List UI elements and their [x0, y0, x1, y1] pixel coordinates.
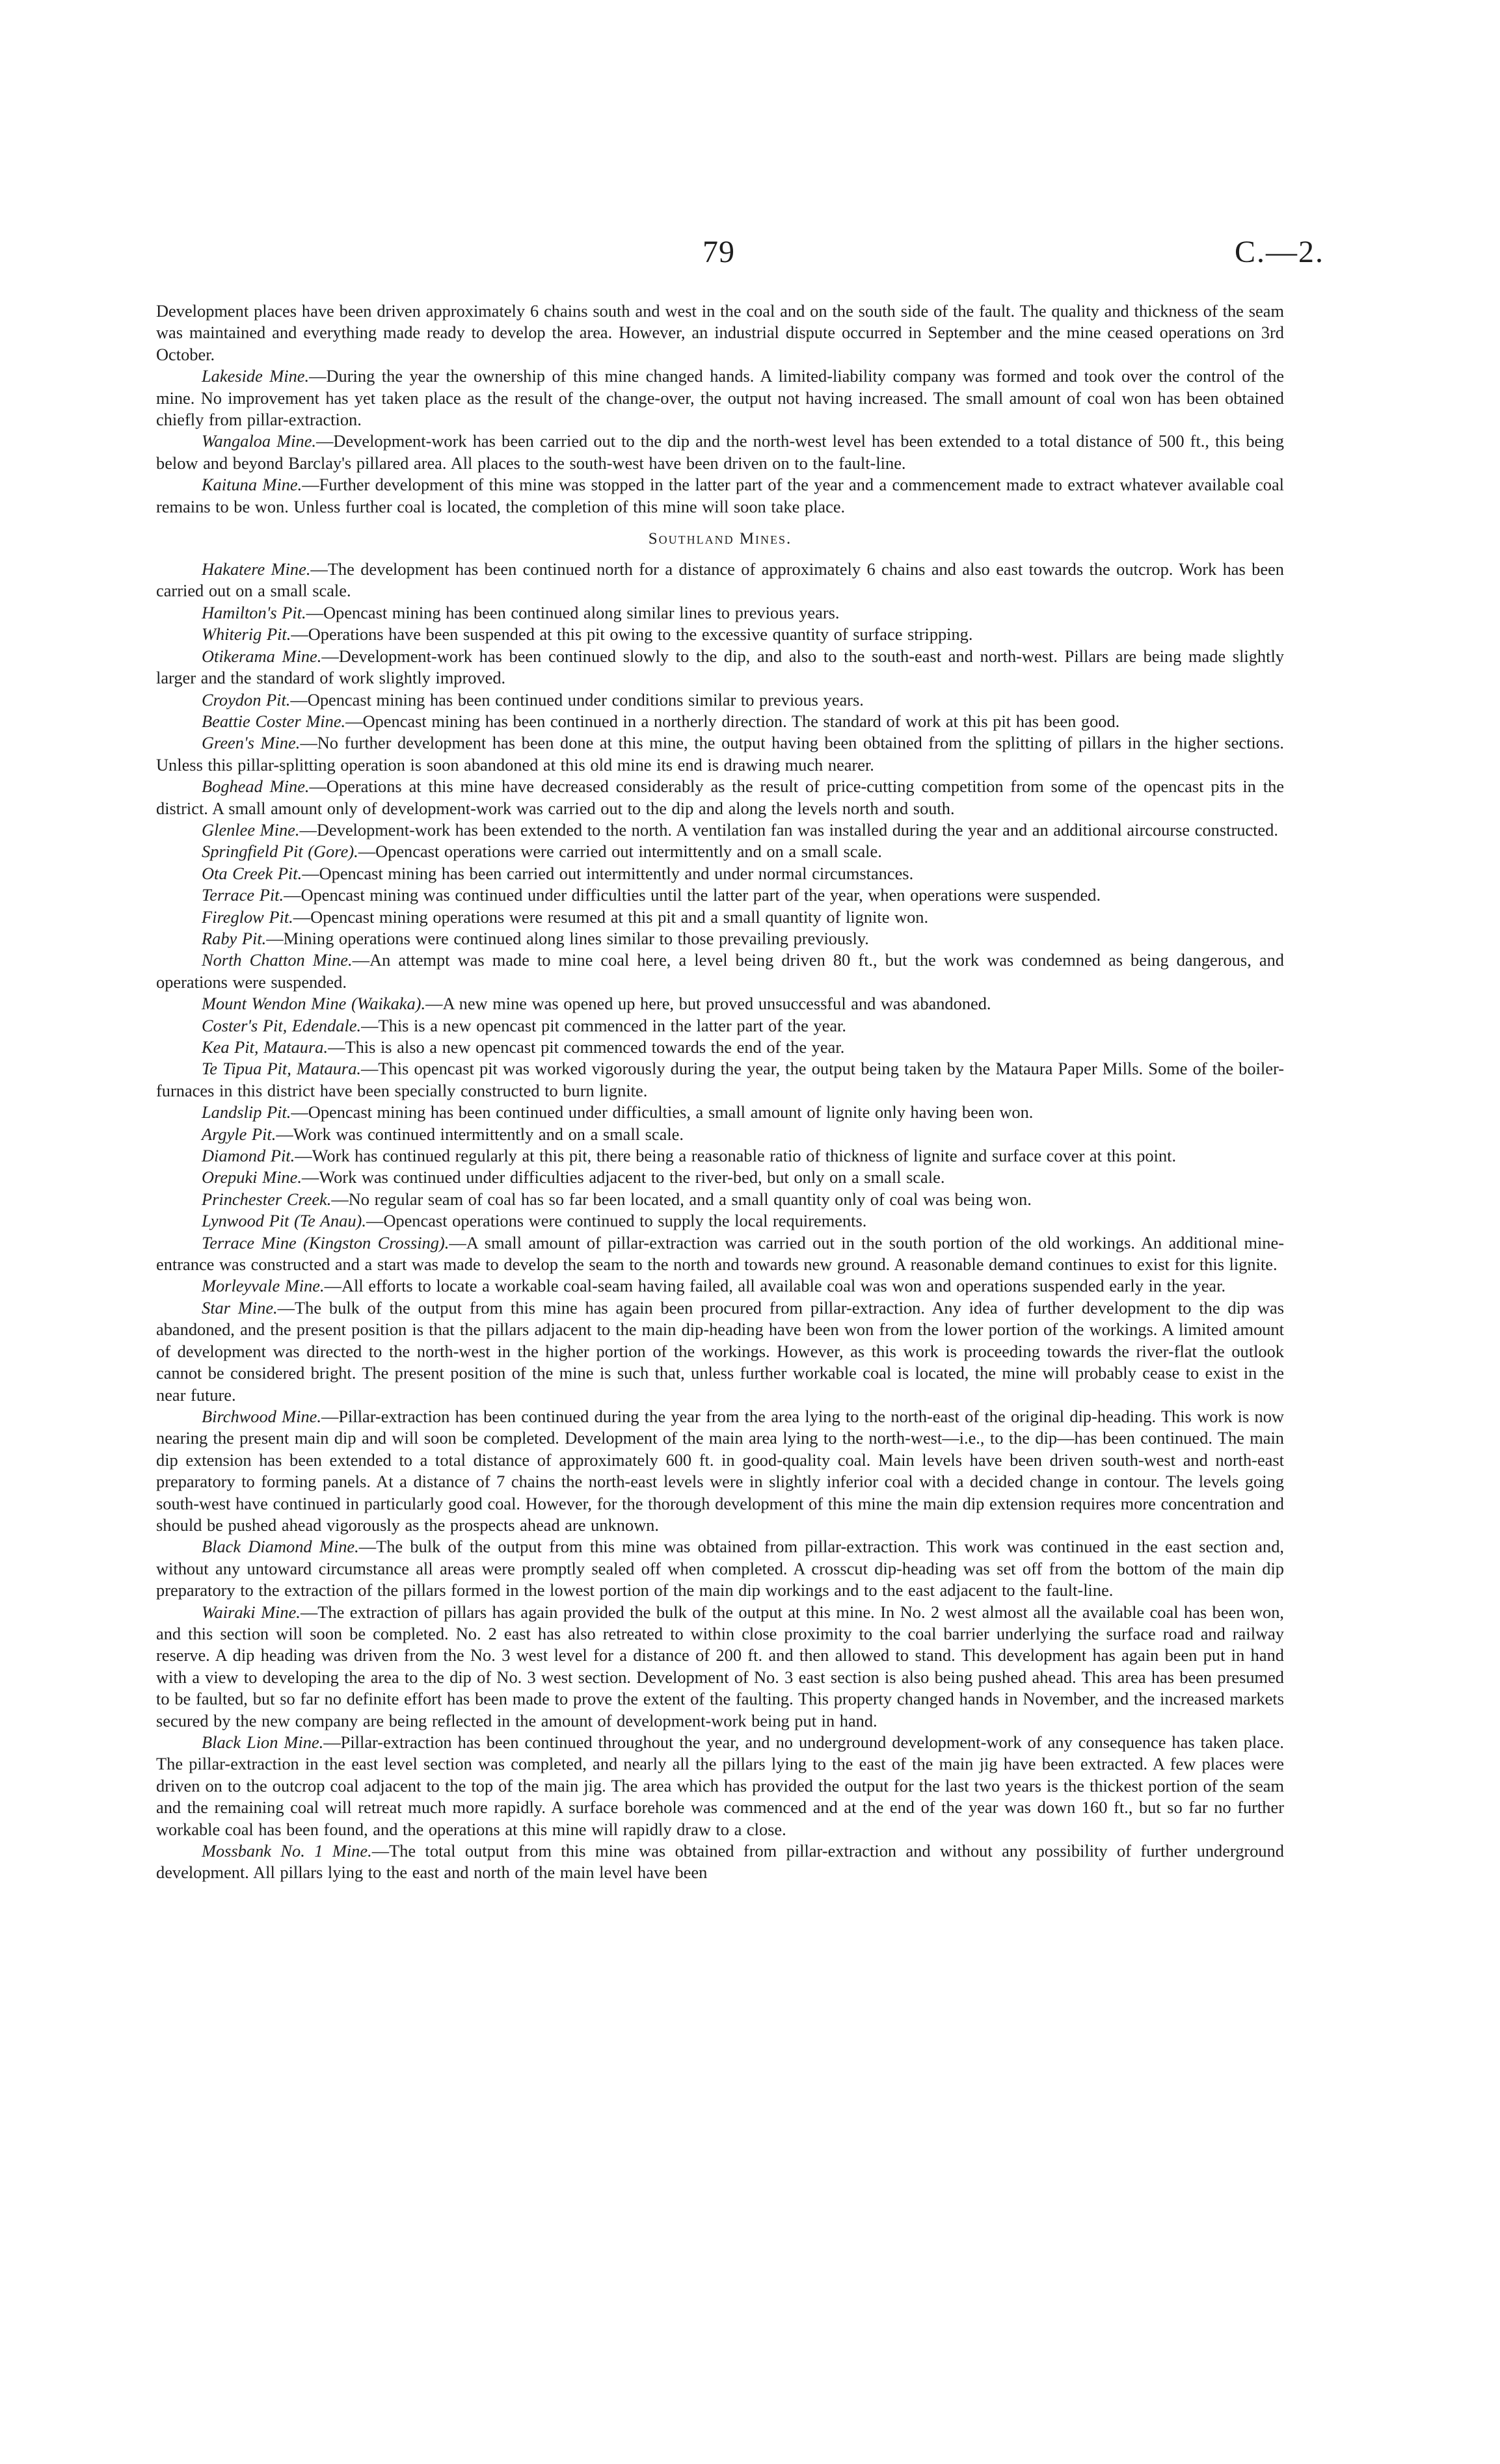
- mine-report-text: —Opencast mining has been continued under difficulties, a small amount of lignite only having been won.: [291, 1102, 1034, 1122]
- mine-paragraph-kea-pit-mataura: [156, 1037, 1284, 1058]
- mine-report-text: —Further development of this mine was stopped in the latter part of the year and a commencement made to extract whatever available coal remains to be won. Unless further coal is located, the completion of this mine will soon take place.: [156, 475, 1284, 516]
- mine-report-text: —Opencast mining operations were resumed at this pit and a small quantity of lignite won.: [293, 907, 929, 927]
- series-code: C.—2.: [1234, 235, 1324, 269]
- mine-name: Hakatere Mine.: [202, 559, 311, 579]
- mine-name: Landslip Pit.: [202, 1102, 291, 1122]
- mine-name: Green's Mine.: [202, 733, 301, 753]
- mine-paragraph-whiterig-pit: [156, 624, 1284, 645]
- mine-paragraph-mossbank-no-1-mine: [156, 1840, 1284, 1884]
- mine-name: Princhester Creek.: [202, 1189, 332, 1209]
- mine-paragraph-croydon-pit: [156, 689, 1284, 711]
- mine-paragraph-hakatere-mine: [156, 559, 1284, 602]
- mine-name: Wangaloa Mine.: [202, 431, 317, 451]
- mine-paragraph-lynwood-pit-te-anau: [156, 1210, 1284, 1232]
- mine-name: Wairaki Mine.: [202, 1602, 301, 1622]
- mine-name: Argyle Pit.: [202, 1124, 276, 1144]
- page-header: [0, 234, 1500, 273]
- mine-paragraph-wairaki-mine: [156, 1602, 1284, 1732]
- mine-report-text: —No regular seam of coal has so far been located, and a small quantity only of coal was being won.: [331, 1189, 1032, 1209]
- mine-paragraph-te-tipua-pit-mataura: [156, 1058, 1284, 1102]
- mine-name: Lakeside Mine.: [202, 366, 310, 386]
- mine-name: Whiterig Pit.: [202, 624, 291, 644]
- mine-report-text: —The bulk of the output from this mine was obtained from pillar-extraction. This work was continued in the east section and, without any untoward circumstance all areas were promptly sealed off when completed. A crosscut dip-heading was set off from the bottom of the main dip preparatory to the extraction of the pillars formed in the lowest portion of the main dip workings and to the east adjacent to the fault-line.: [156, 1537, 1284, 1600]
- mine-name: Black Lion Mine.: [202, 1732, 324, 1752]
- mine-report-text: —Development-work has been extended to the north. A ventilation fan was installed during the year and an additional aircourse constructed.: [299, 819, 1278, 840]
- mine-report-text: —Mining operations were continued along lines similar to those prevailing previously.: [266, 928, 869, 948]
- mine-report-text: —Operations have been suspended at this pit owing to the excessive quantity of surface stripping.: [291, 624, 973, 644]
- mine-report-text: —During the year the ownership of this mine changed hands. A limited-liability company was formed and took over the control of the mine. No improvement has yet taken place as the result of the change-over, the output not having increased. The small amount of coal won has been obtained chiefly from pillar-extraction.: [156, 366, 1284, 430]
- mine-report-text: —Opencast operations were continued to supply the local requirements.: [366, 1211, 867, 1231]
- mine-report-text: —Work was continued intermittently and on a small scale.: [276, 1124, 684, 1144]
- mine-name: Fireglow Pit.: [202, 907, 293, 927]
- mine-name: Terrace Pit.: [202, 885, 284, 905]
- mine-name: North Chatton Mine.: [202, 950, 353, 970]
- mine-report-text: —The total output from this mine was obtained from pillar-extraction and without any possibility of further underground development. All pillars lying to the east and north of the main level have been: [156, 1841, 1284, 1883]
- mine-name: Kea Pit, Mataura.: [202, 1037, 328, 1057]
- mine-name: Beattie Coster Mine.: [202, 711, 346, 731]
- mine-name: Springfield Pit (Gore).: [202, 841, 358, 862]
- mine-report-text: —This is also a new opencast pit commenced towards the end of the year.: [328, 1037, 845, 1057]
- mine-paragraph-beattie-coster-mine: [156, 711, 1284, 732]
- mine-report-text: —A new mine was opened up here, but proved unsuccessful and was abandoned.: [425, 994, 991, 1014]
- otago-mine-paragraphs: [156, 365, 1284, 518]
- mine-paragraph-black-lion-mine: [156, 1732, 1284, 1840]
- mine-report-text: —This is a new opencast pit commenced in the latter part of the year.: [361, 1015, 846, 1035]
- mine-report-text: —Pillar-extraction has been continued throughout the year, and no underground development-work of any consequence has taken place. The pillar-extraction in the east level section was completed, and nearly all the pillars lying to the east of the main jig have been extracted. A few places were driven on to the outcrop coal adjacent to the top of the main jig. The area which has provided the output for the last two years is the thickest portion of the seam and the remaining coal will retreat much more rapidly. A surface borehole was commenced and at the end of the year was down 160 ft., but so far no further workable coal has been found, and the operations at this mine will rapidly draw to a close.: [156, 1732, 1284, 1839]
- mine-report-text: —Development-work has been continued slowly to the dip, and also to the south-east and north-west. Pillars are being made slightly larger and the standard of work slightly improved.: [156, 646, 1284, 688]
- mine-paragraph-wangaloa-mine: [156, 431, 1284, 474]
- mine-paragraph-green-s-mine: [156, 732, 1284, 776]
- southland-mine-paragraphs: [156, 559, 1284, 1884]
- mine-paragraph-argyle-pit: [156, 1124, 1284, 1145]
- mine-report-text: —Opencast mining has been continued in a northerly direction. The standard of work at this pit has been good.: [345, 711, 1120, 731]
- mine-report-text: —This opencast pit was worked vigorously during the year, the output being taken by the Mataura Paper Mills. Some of the boiler-furnaces in this district have been specially constructed to burn lignite.: [156, 1059, 1284, 1100]
- intro-paragraph: Development places have been driven approximately 6 chains south and west in the coal and on the south side of the fault. The quality and thickness of the seam was maintained and everything made ready to develop the area. However, an industrial dispute occurred in September and the mine ceased operations on 3rd October.: [156, 301, 1284, 364]
- mine-paragraph-otikerama-mine: [156, 646, 1284, 689]
- mine-paragraph-coster-s-pit-edendale: [156, 1015, 1284, 1037]
- mine-paragraph-glenlee-mine: [156, 819, 1284, 841]
- mine-paragraph-star-mine: [156, 1297, 1284, 1406]
- mine-name: Morleyvale Mine.: [202, 1276, 325, 1296]
- mine-report-text: —An attempt was made to mine coal here, a level being driven 80 ft., but the work was condemned as being dangerous, and operations were suspended.: [156, 950, 1284, 992]
- mine-report-text: —The bulk of the output from this mine has again been procured from pillar-extraction. Any idea of further development to the dip was abandoned, and the present position is that the pillars adjacent to the main dip-heading have been won from the lower portion of the workings. A limited amount of development was directed to the north-west in the higher portion of the workings. However, as this work is proceeding towards the river-flat the outlook cannot be considered bright. The present position of the mine is such that, unless further workable coal is located, the mine will probably cease to exist in the near future.: [156, 1297, 1284, 1405]
- mine-name: Orepuki Mine.: [202, 1167, 302, 1187]
- mine-name: Hamilton's Pit.: [202, 602, 306, 622]
- mine-paragraph-hamilton-s-pit: [156, 602, 1284, 624]
- mine-name: Te Tipua Pit, Mataura.: [202, 1059, 361, 1079]
- mine-name: Diamond Pit.: [202, 1146, 295, 1166]
- mine-name: Star Mine.: [202, 1297, 278, 1318]
- document-body: [156, 300, 1284, 1884]
- mine-paragraph-terrace-pit: [156, 884, 1284, 906]
- mine-report-text: —Work was continued under difficulties adjacent to the river-bed, but only on a small scale.: [301, 1167, 945, 1187]
- mine-report-text: —Opencast mining has been continued along similar lines to previous years.: [306, 602, 840, 622]
- mine-report-text: —No further development has been done at this mine, the output having been obtained from the splitting of pillars in the higher sections. Unless this pillar-splitting operation is soon abandoned at this old mine its end is drawing much nearer.: [156, 733, 1284, 775]
- mine-paragraph-princhester-creek: [156, 1189, 1284, 1210]
- mine-paragraph-springfield-pit-gore: [156, 841, 1284, 862]
- mine-name: Kaituna Mine.: [202, 475, 302, 495]
- mine-report-text: —Opencast mining has been carried out intermittently and under normal circumstances.: [302, 863, 914, 883]
- mine-report-text: —Opencast mining was continued under difficulties until the latter part of the year, when operations were suspended.: [284, 885, 1101, 905]
- mine-paragraph-raby-pit: [156, 928, 1284, 949]
- mine-name: Croydon Pit.: [202, 689, 291, 709]
- mine-name: Ota Creek Pit.: [202, 863, 302, 883]
- mine-report-text: —Development-work has been carried out to the dip and the north-west level has been extended to a total distance of 500 ft., this being below and beyond Barclay's pillared area. All places to the south-west have been driven on to the fault-line.: [156, 431, 1284, 473]
- mine-name: Mount Wendon Mine (Waikaka).: [202, 994, 426, 1014]
- mine-paragraph-black-diamond-mine: [156, 1536, 1284, 1601]
- mine-name: Glenlee Mine.: [202, 819, 300, 840]
- mine-name: Boghead Mine.: [202, 776, 310, 797]
- mine-paragraph-kaituna-mine: [156, 474, 1284, 518]
- mine-paragraph-lakeside-mine: [156, 365, 1284, 431]
- mine-report-text: —All efforts to locate a workable coal-seam having failed, all available coal was won and operations suspended early in the year.: [324, 1276, 1226, 1296]
- section-heading: Southland Mines.: [648, 530, 792, 548]
- mine-paragraph-diamond-pit: [156, 1145, 1284, 1167]
- mine-report-text: —Opencast operations were carried out intermittently and on a small scale.: [358, 841, 882, 862]
- mine-paragraph-morleyvale-mine: [156, 1275, 1284, 1297]
- mine-name: Lynwood Pit (Te Anau).: [202, 1211, 366, 1231]
- mine-paragraph-orepuki-mine: [156, 1167, 1284, 1188]
- mine-paragraph-fireglow-pit: [156, 907, 1284, 928]
- mine-paragraph-landslip-pit: [156, 1102, 1284, 1123]
- mine-paragraph-ota-creek-pit: [156, 863, 1284, 884]
- mine-report-text: —Opencast mining has been continued under conditions similar to previous years.: [290, 689, 864, 709]
- page-number: 79: [703, 235, 735, 269]
- mine-name: Terrace Mine (Kingston Crossing).: [202, 1232, 449, 1252]
- mine-paragraph-mount-wendon-mine-waikaka: [156, 993, 1284, 1014]
- mine-name: Black Diamond Mine.: [202, 1537, 359, 1557]
- mine-name: Mossbank No. 1 Mine.: [202, 1841, 372, 1861]
- mine-name: Otikerama Mine.: [202, 646, 322, 666]
- mine-paragraph-terrace-mine-kingston-crossing: [156, 1232, 1284, 1276]
- mine-report-text: —Pillar-extraction has been continued during the year from the area lying to the north-east of the original dip-heading. This work is now nearing the present main dip and will soon be completed. Development of the main area lying to the north-west—i.e., to the dip—has been continued. The main dip extension has been extended to a total distance of approximately 600 ft. in good-quality coal. Main levels have been driven south-west and north-east preparatory to forming panels. At a distance of 7 chains the north-east levels were in slightly inferior coal with a decided change in contour. The levels going south-west have continued in particularly good coal. However, for the thorough development of this mine the main dip extension requires more concentration and should be pushed ahead vigorously as the prospects ahead are unknown.: [156, 1406, 1284, 1535]
- mine-report-text: —Operations at this mine have decreased considerably as the result of price-cutting competition from some of the opencast pits in the district. A small amount only of development-work was carried out to the dip and along the levels north and south.: [156, 776, 1284, 818]
- mine-report-text: —Work has continued regularly at this pit, there being a reasonable ratio of thickness of lignite and surface cover at this point.: [295, 1146, 1177, 1166]
- mine-report-text: —A small amount of pillar-extraction was carried out in the south portion of the old workings. An additional mine-entrance was constructed and a start was made to develop the seam to the north and towards new ground. A reasonable demand continues to exist for this lignite.: [156, 1232, 1284, 1275]
- mine-report-text: —The development has been continued north for a distance of approximately 6 chains and also east towards the outcrop. Work has been carried out on a small scale.: [156, 559, 1284, 601]
- mine-paragraph-north-chatton-mine: [156, 949, 1284, 993]
- mine-paragraph-boghead-mine: [156, 776, 1284, 819]
- mine-name: Raby Pit.: [202, 928, 267, 948]
- mine-name: Coster's Pit, Edendale.: [202, 1015, 362, 1035]
- mine-paragraph-birchwood-mine: [156, 1406, 1284, 1536]
- mine-name: Birchwood Mine.: [202, 1406, 321, 1426]
- mine-report-text: —The extraction of pillars has again provided the bulk of the output at this mine. In No. 2 west almost all the available coal has been won, and this section will soon be completed. No. 2 east has also retreated to within close proximity to the coal barrier underlying the surface road and railway reserve. A dip heading was driven from the No. 3 west level for a distance of 200 ft. and then allowed to stand. This development has again been put in hand with a view to developing the area to the dip of No. 3 west section. Development of No. 3 east section is also being pushed ahead. This area has been presumed to be faulted, but so far no definite effort has been made to prove the extent of the faulting. This property changed hands in November, and the increased markets secured by the new company are being reflected in the amount of development-work being put in hand.: [156, 1602, 1284, 1730]
